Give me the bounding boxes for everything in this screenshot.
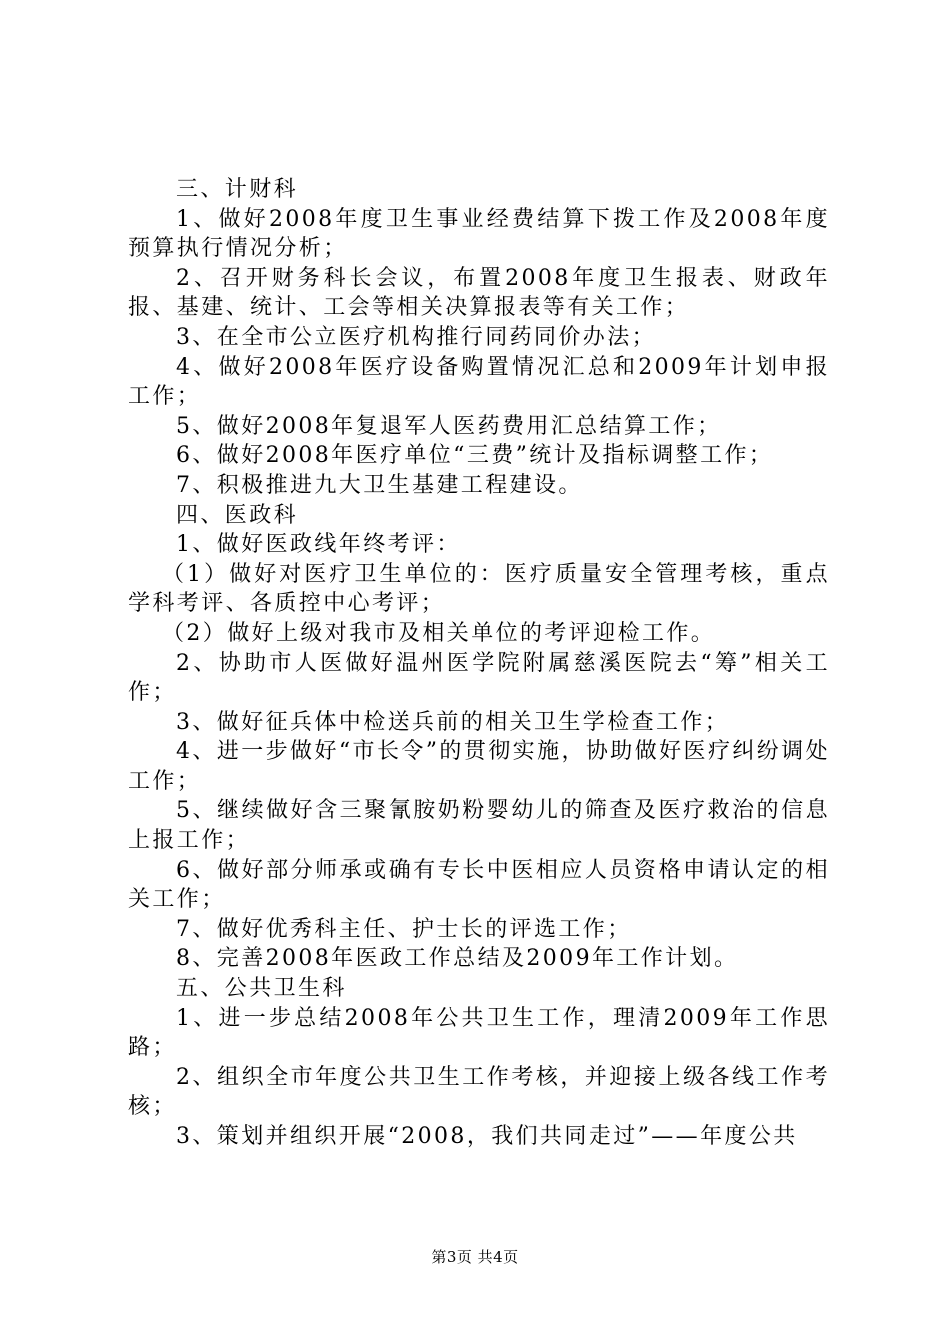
section-heading-public-health: 五、公共卫生科 (176, 976, 347, 1002)
medical-subitem-1: （1）做好对医疗卫生单位的：医疗质量安全管理考核，重点学科考评、各质控中心考评； (128, 561, 830, 617)
public-health-item-1: 1、进一步总结2008年公共卫生工作，理清2009年工作思路； (128, 1005, 830, 1061)
public-health-item-2: 2、组织全市年度公共卫生工作考核，并迎接上级各线工作考核； (128, 1064, 830, 1120)
medical-item-4: 4、进一步做好“市长令”的贯彻实施，协助做好医疗纠纷调处工作； (128, 739, 830, 794)
finance-item-3: 3、在全市公立医疗机构推行同药同价办法； (176, 324, 656, 350)
medical-item-3: 3、做好征兵体中检送兵前的相关卫生学检查工作； (176, 709, 730, 735)
medical-item-1: 1、做好医政线年终考评： (176, 532, 461, 558)
finance-item-7: 7、积极推进九大卫生基建工程建设。 (176, 472, 583, 498)
finance-item-2: 2、召开财务科长会议，布置2008年度卫生报表、财政年报、基建、统计、工会等相关决算报表等有关工作； (128, 265, 830, 321)
medical-item-2: 2、协助市人医做好温州医学院附属慈溪医院去“筹”相关工作； (128, 650, 830, 706)
section-heading-finance: 三、计财科 (176, 177, 299, 202)
finance-item-1: 1、做好2008年度卫生事业经费结算下拨工作及2008年度预算执行情况分析； (128, 206, 830, 262)
page-number-label: 第3页 共4页 (431, 1248, 519, 1266)
medical-item-8: 8、完善2008年医政工作总结及2009年工作计划。 (176, 946, 739, 972)
medical-subitem-2: （2）做好上级对我市及相关单位的考评迎检工作。 (162, 620, 716, 646)
finance-item-4: 4、做好2008年医疗设备购置情况汇总和2009年计划申报工作； (128, 354, 830, 410)
medical-item-7: 7、做好优秀科主任、护士长的评选工作； (176, 916, 632, 942)
public-health-item-3: 3、策划并组织开展“2008，我们共同走过”——年度公共 (176, 1124, 798, 1149)
page-footer (0, 1246, 950, 1267)
section-heading-medical-affairs: 四、医政科 (176, 502, 299, 528)
medical-item-6: 6、做好部分师承或确有专长中医相应人员资格申请认定的相关工作； (128, 857, 830, 913)
document-body (128, 175, 830, 1152)
finance-item-6: 6、做好2008年医疗单位“三费”统计及指标调整工作； (176, 443, 774, 469)
finance-item-5: 5、做好2008年复退军人医药费用汇总结算工作； (176, 413, 722, 439)
medical-item-5: 5、继续做好含三聚氰胺奶粉婴幼儿的筛查及医疗救治的信息上报工作； (128, 798, 830, 854)
